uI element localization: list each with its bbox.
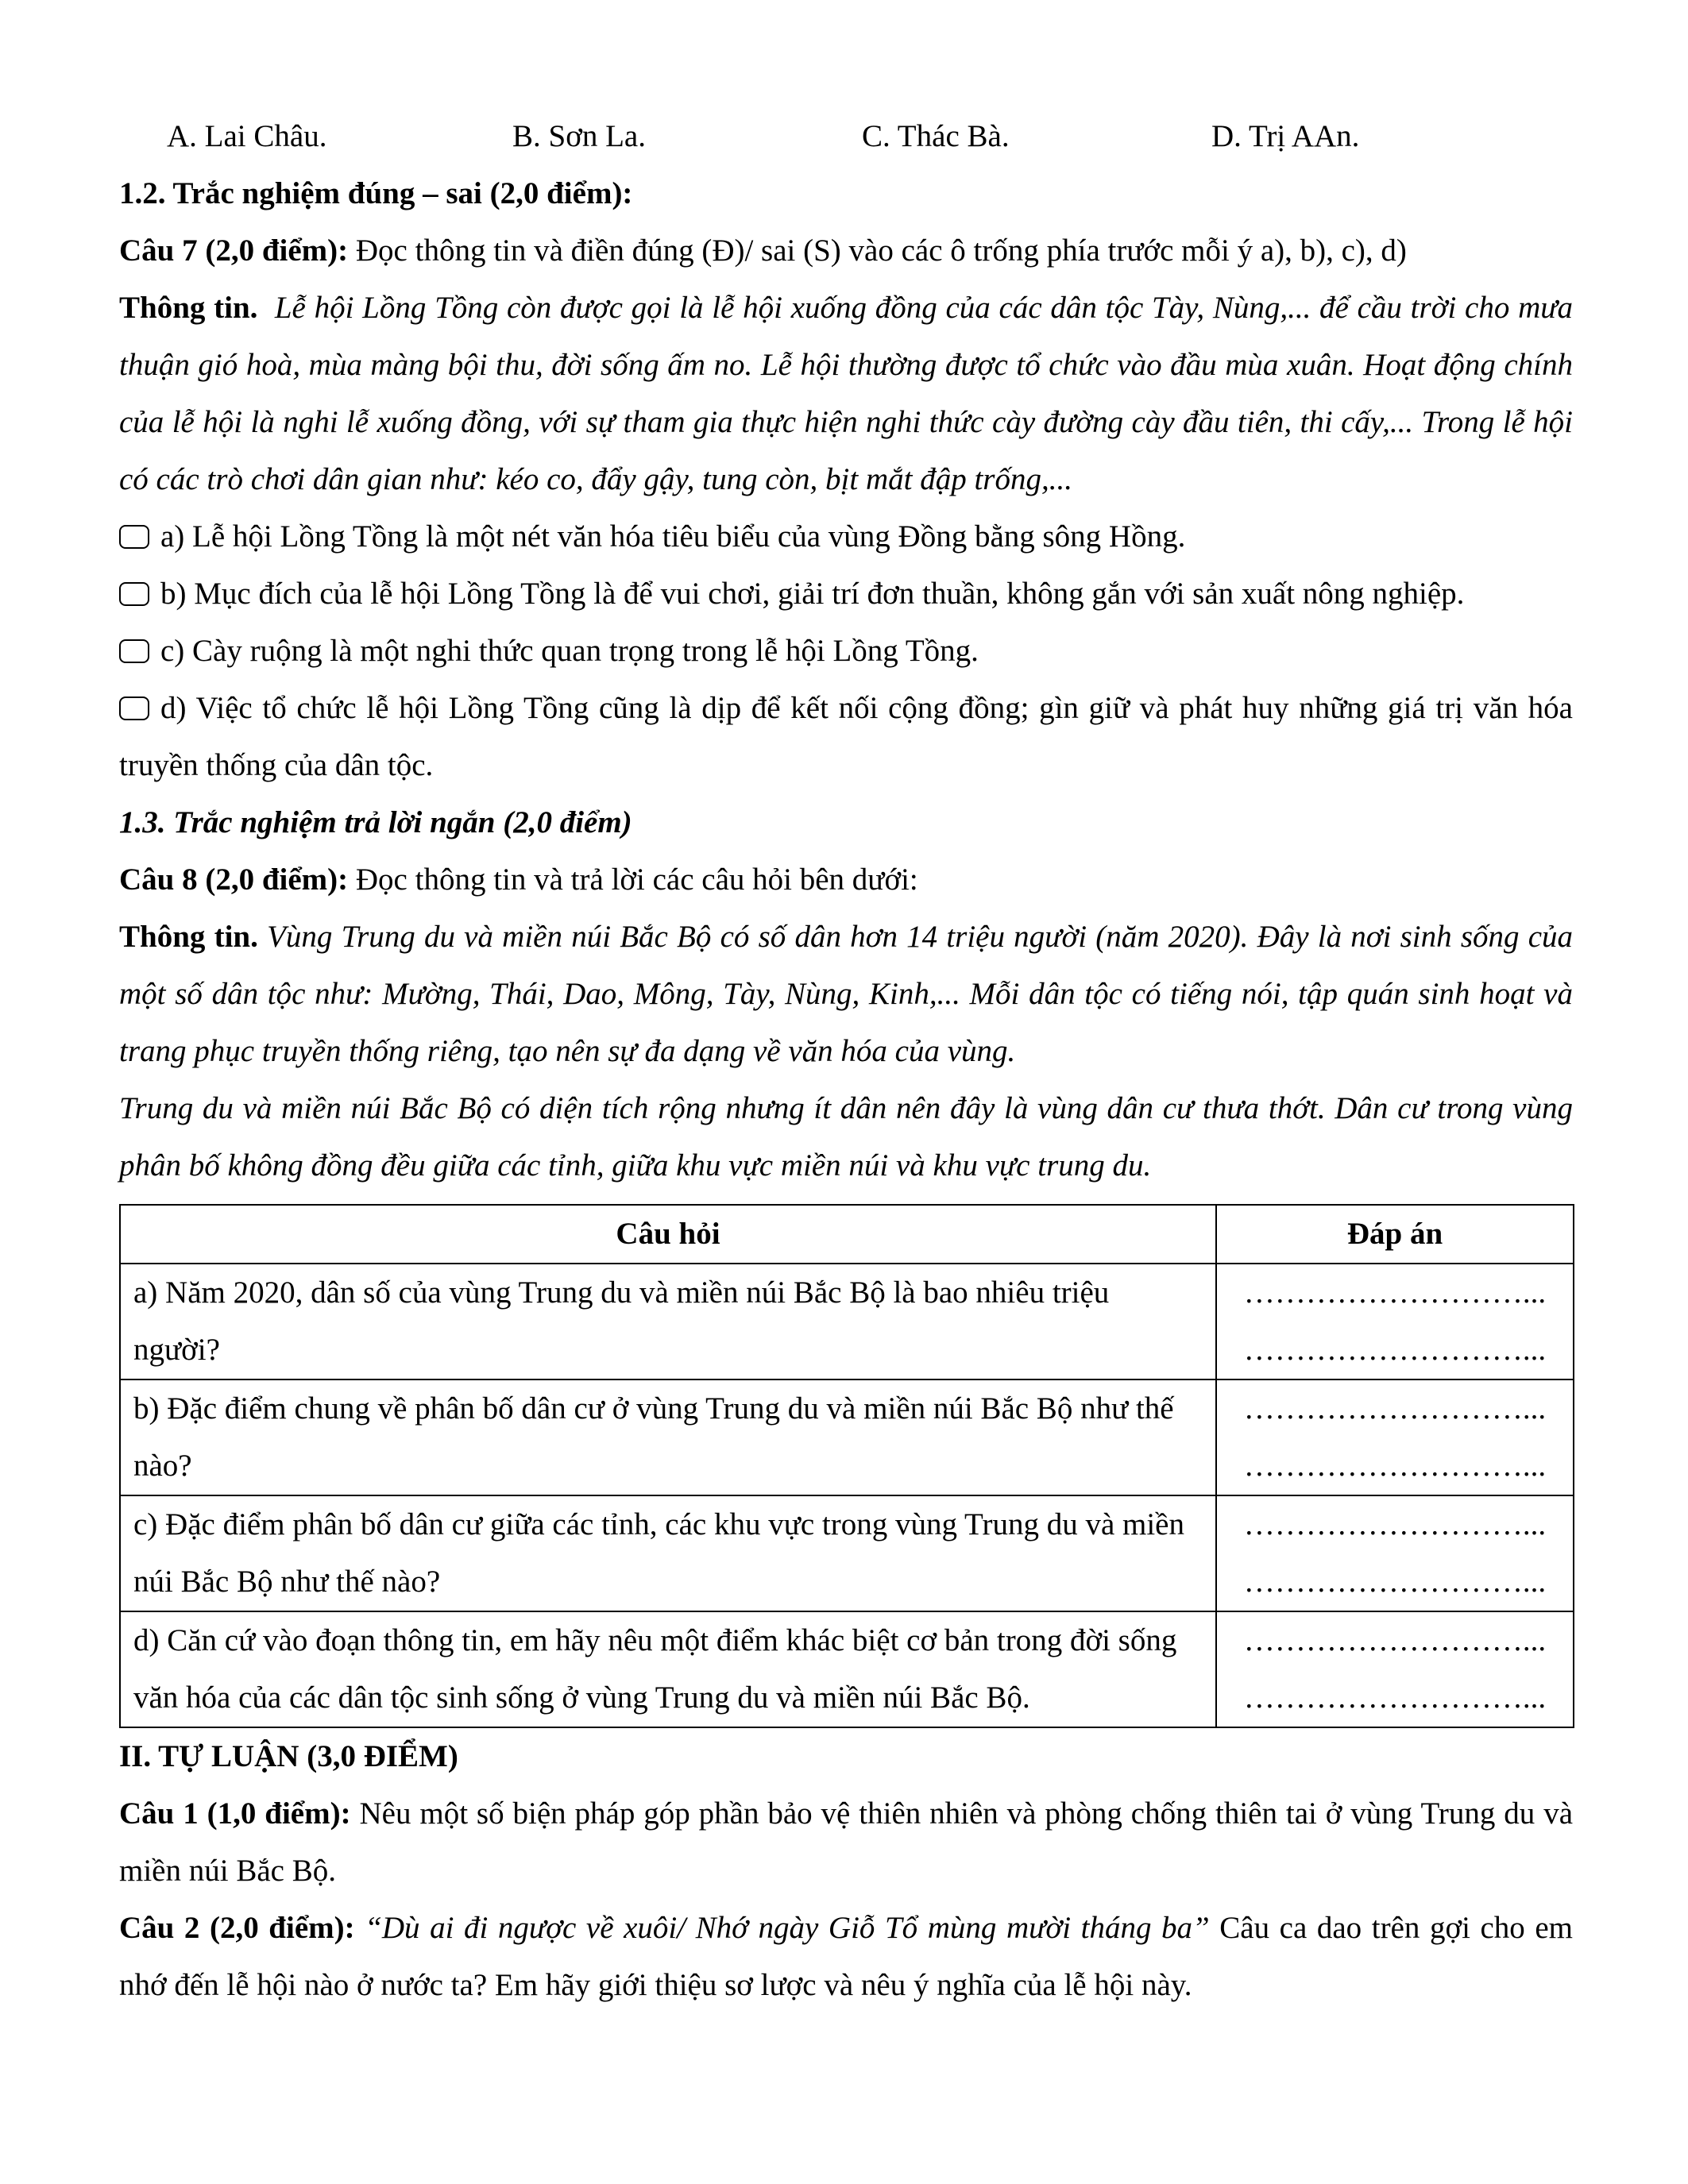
option-b: B. Sơn La. xyxy=(512,119,646,153)
info-text-1: Lễ hội Lồng Tồng còn được gọi là lễ hội xuống đồng của các dân tộc Tày, Nùng,... để cầu trời cho mưa thuận gió hoà, mùa màng bội thu, đời sống ấm no. Lễ hội thường được tổ chức vào đầu mùa xuân. Hoạt động chính của lễ hội là nghi lễ xuống đồng, với sự tham gia thực hiện nghi thức cày đường cày đầu tiên, thi cấy,... Trong lễ hội có các trò chơi dân gian như: kéo co, đẩy gậy, tung còn, bịt mắt đập trống,... xyxy=(119,291,1574,496)
question-8 xyxy=(119,851,1573,909)
info-paragraph-3: Trung du và miền núi Bắc Bộ có diện tích rộng nhưng ít dân nên đây là vùng dân cư thưa thớt. Dân cư trong vùng phân bố không đồng đều giữa các tỉnh, giữa khu vực miền núi và khu vực trung du. xyxy=(119,1091,1573,1183)
answer-line: ………………………... xyxy=(1243,1507,1547,1542)
answer-line: ………………………... xyxy=(1243,1333,1547,1367)
table-header-question: Câu hỏi xyxy=(120,1205,1216,1264)
tf-item-b xyxy=(119,565,1573,623)
info-paragraph-2 xyxy=(119,909,1573,1080)
tf-item-d-text: d) Việc tổ chức lễ hội Lồng Tồng cũng là dịp để kết nối cộng đồng; gìn giữ và phát huy những giá trị văn hóa truyền thống của dân tộc. xyxy=(119,691,1573,782)
checkbox-b[interactable] xyxy=(119,582,149,606)
essay-question-2-quote: “Dù ai đi ngược về xuôi/ Nhớ ngày Giỗ Tổ mùng mười tháng ba” xyxy=(365,1911,1210,1945)
section-heading-1-3: 1.3. Trắc nghiệm trả lời ngắn (2,0 điểm) xyxy=(119,805,632,839)
info-text-2: Vùng Trung du và miền núi Bắc Bộ có số dân hơn 14 triệu người (năm 2020). Đây là nơi sinh sống của một số dân tộc như: Mường, Thái, Dao, Mông, Tày, Nùng, Kinh,... Mỗi dân tộc có tiếng nói, tập quán sinh hoạt và trang phục truyền thống riêng, tạo nên sự đa dạng về văn hóa của vùng. xyxy=(119,920,1574,1068)
section-heading-2: II. TỰ LUẬN (3,0 ĐIỂM) xyxy=(119,1739,458,1773)
question-7-text: Đọc thông tin và điền đúng (Đ)/ sai (S) vào các ô trống phía trước mỗi ý a), b), c), d) xyxy=(348,233,1407,268)
answer-line: ………………………... xyxy=(1243,1391,1547,1426)
table-question-cell: c) Đặc điểm phân bố dân cư giữa các tỉnh, các khu vực trong vùng Trung du và miền núi Bắc Bộ như thế nào? xyxy=(120,1495,1216,1611)
info-label-1: Thông tin. xyxy=(119,291,258,325)
document-page xyxy=(119,0,1573,2014)
question-8-label: Câu 8 (2,0 điểm): xyxy=(119,862,349,897)
table-row xyxy=(120,1495,1574,1611)
table-answer-cell[interactable] xyxy=(1216,1379,1574,1495)
tf-item-d xyxy=(119,680,1573,794)
answer-line: ………………………... xyxy=(1243,1565,1547,1599)
checkbox-c[interactable] xyxy=(119,639,149,663)
tf-item-c xyxy=(119,623,1573,680)
table-row xyxy=(120,1379,1574,1495)
option-d: D. Trị AAn. xyxy=(1211,119,1360,153)
table-row xyxy=(120,1611,1574,1727)
section-heading-1-2: 1.2. Trắc nghiệm đúng – sai (2,0 điểm): xyxy=(119,176,633,210)
answer-line: ………………………... xyxy=(1243,1680,1547,1715)
question-table xyxy=(119,1204,1574,1728)
question-8-text: Đọc thông tin và trả lời các câu hỏi bên dưới: xyxy=(348,862,918,897)
table-row xyxy=(120,1264,1574,1379)
table-answer-cell[interactable] xyxy=(1216,1264,1574,1379)
answer-line: ………………………... xyxy=(1243,1449,1547,1483)
info-label-2: Thông tin. xyxy=(119,920,258,954)
essay-question-2-text: Câu ca dao trên gợi cho em nhớ đến lễ hội nào ở nước ta? Em hãy giới thiệu sơ lược và nêu ý nghĩa của lễ hội này. xyxy=(119,1911,1574,2002)
table-question-cell: d) Căn cứ vào đoạn thông tin, em hãy nêu một điểm khác biệt cơ bản trong đời sống văn hóa của các dân tộc sinh sống ở vùng Trung du và miền núi Bắc Bộ. xyxy=(120,1611,1216,1727)
question-7 xyxy=(119,222,1573,280)
table-question-cell: b) Đặc điểm chung về phân bố dân cư ở vùng Trung du và miền núi Bắc Bộ như thế nào? xyxy=(120,1379,1216,1495)
tf-item-b-text: b) Mục đích của lễ hội Lồng Tồng là để vui chơi, giải trí đơn thuần, không gắn với sản xuất nông nghiệp. xyxy=(160,577,1465,611)
table-answer-cell[interactable] xyxy=(1216,1495,1574,1611)
answer-line: ………………………... xyxy=(1243,1275,1547,1310)
tf-item-c-text: c) Cày ruộng là một nghi thức quan trọng trong lễ hội Lồng Tồng. xyxy=(160,634,979,668)
essay-question-2-label: Câu 2 (2,0 điểm): xyxy=(119,1911,355,1945)
table-header-row xyxy=(120,1205,1574,1264)
table-question-cell: a) Năm 2020, dân số của vùng Trung du và miền núi Bắc Bộ là bao nhiêu triệu người? xyxy=(120,1264,1216,1379)
answer-options xyxy=(119,108,1573,165)
essay-question-1 xyxy=(119,1785,1573,1900)
tf-item-a-text: a) Lễ hội Lồng Tồng là một nét văn hóa tiêu biểu của vùng Đồng bằng sông Hồng. xyxy=(160,519,1186,554)
essay-question-2 xyxy=(119,1900,1573,2014)
option-a: A. Lai Châu. xyxy=(167,119,327,153)
tf-item-a xyxy=(119,508,1573,565)
option-c: C. Thác Bà. xyxy=(862,119,1010,153)
checkbox-d[interactable] xyxy=(119,696,149,720)
table-header-answer: Đáp án xyxy=(1216,1205,1574,1264)
info-paragraph-1 xyxy=(119,280,1573,508)
question-7-label: Câu 7 (2,0 điểm): xyxy=(119,233,349,268)
answer-line: ………………………... xyxy=(1243,1623,1547,1657)
table-answer-cell[interactable] xyxy=(1216,1611,1574,1727)
essay-question-1-label: Câu 1 (1,0 điểm): xyxy=(119,1796,351,1831)
essay-question-1-text: Nêu một số biện pháp góp phần bảo vệ thiên nhiên và phòng chống thiên tai ở vùng Trung du và miền núi Bắc Bộ. xyxy=(119,1796,1574,1888)
checkbox-a[interactable] xyxy=(119,525,149,549)
